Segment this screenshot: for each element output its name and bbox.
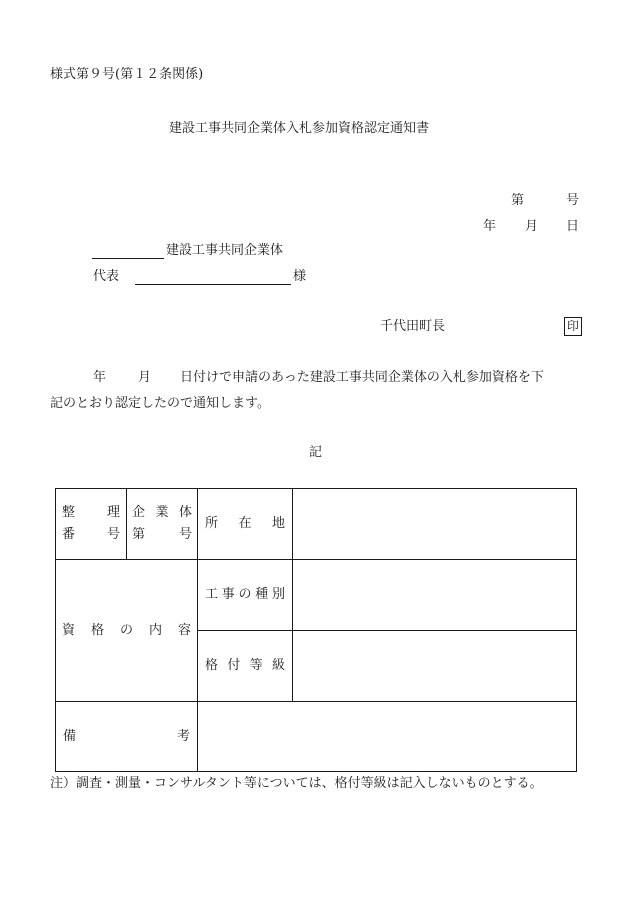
footnote: 注）調査・測量・コンサルタント等については、格付等級は記入しないものとする。	[50, 776, 543, 791]
seiri-line1: 整 理	[62, 505, 120, 520]
date-year: 年	[483, 219, 497, 234]
cell-biko-value[interactable]	[198, 702, 577, 772]
kigyo-line2: 第 号	[132, 527, 192, 542]
representative-name-blank	[135, 284, 291, 285]
kigyo-line1: 企 業 体	[132, 505, 192, 520]
jv-name-blank	[92, 258, 164, 259]
cell-shozaichi-label: 所 在 地	[198, 489, 293, 560]
cell-koji-shubetsu-label: 工 事 の 種 別	[198, 560, 293, 631]
seiri-line2: 番 号	[62, 527, 120, 542]
honorific-sama: 様	[293, 269, 307, 284]
seal-mark: 印	[564, 317, 582, 336]
issuer-name: 千代田町長	[380, 319, 446, 334]
body-month: 月	[138, 370, 152, 385]
number-go: 号	[566, 193, 580, 208]
date-day: 日	[566, 219, 580, 234]
cell-seiri-bango	[56, 489, 127, 560]
cell-shikaku-label: 資 格 の 内 容	[56, 560, 198, 702]
date-month: 月	[525, 219, 539, 234]
cell-biko-label: 備 考	[56, 702, 198, 772]
document-title: 建設工事共同企業体入札参加資格認定通知書	[169, 121, 430, 136]
number-dai: 第	[511, 193, 525, 208]
body-year: 年	[93, 370, 107, 385]
body-text-line2: 記のとおり認定したので通知します。	[50, 396, 270, 411]
body-text-line1: 日付けで申請のあった建設工事共同企業体の入札参加資格を下	[180, 370, 544, 385]
qualification-table	[55, 488, 577, 772]
cell-kakuzuke-value[interactable]	[293, 631, 577, 702]
jv-suffix: 建設工事共同企業体	[166, 243, 284, 258]
representative-label: 代表	[93, 269, 120, 284]
cell-koji-shubetsu-value[interactable]	[293, 560, 577, 631]
cell-kakuzuke-label: 格 付 等 級	[198, 631, 293, 702]
form-number-label: 様式第９号(第１２条関係)	[50, 67, 204, 82]
ki-heading: 記	[309, 445, 323, 460]
cell-shozaichi-value[interactable]	[293, 489, 577, 560]
cell-kigyotai-dai-go	[127, 489, 198, 560]
